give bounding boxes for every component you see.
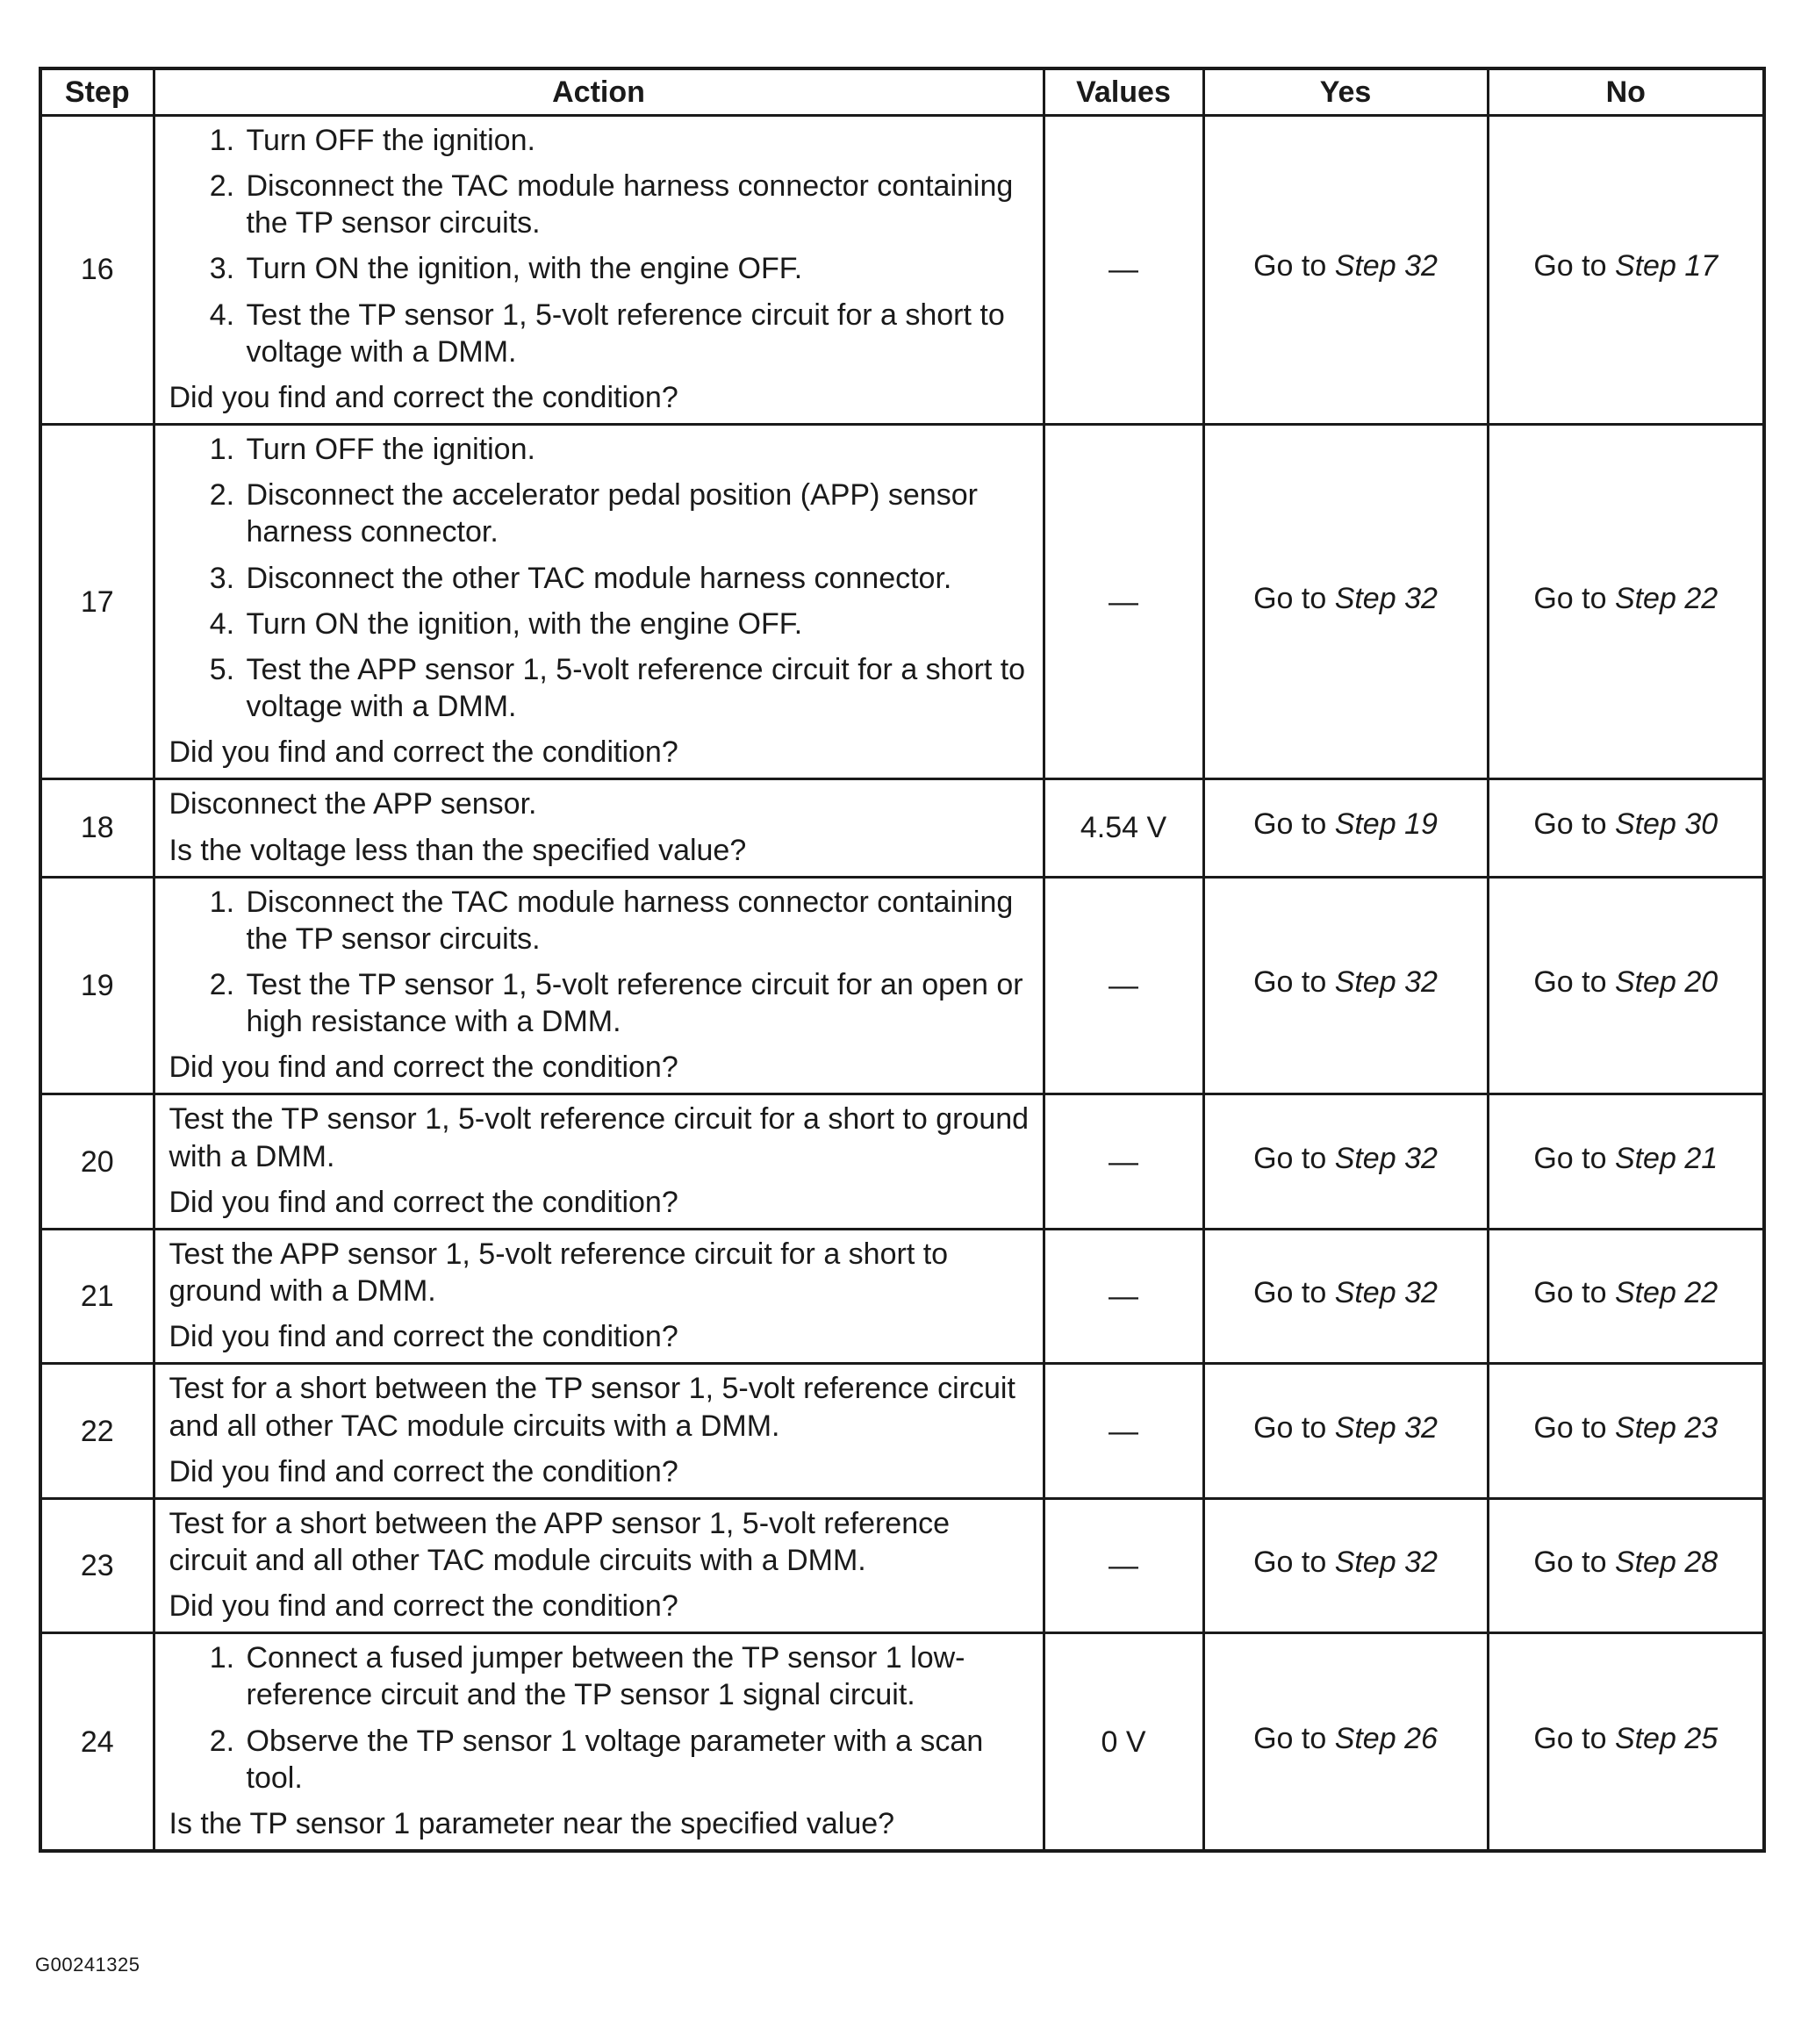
yes-cell (1203, 1229, 1488, 1363)
yes-goto-step-link: Step 32 (1334, 1141, 1438, 1175)
no-cell (1488, 425, 1764, 779)
action-text: Test for a short between the TP sensor 1, 5-volt reference circuit and all other TAC module circuits with a DMM. (169, 1372, 1015, 1443)
table-row (40, 1229, 1764, 1363)
yes-cell (1203, 1094, 1488, 1229)
yes-cell (1203, 1633, 1488, 1851)
value-cell: — (1044, 1094, 1203, 1229)
action-steps-list (169, 431, 1030, 725)
value-cell: — (1044, 877, 1203, 1094)
no-cell (1488, 779, 1764, 877)
table-row (40, 1094, 1764, 1229)
diagnostic-table-container (39, 67, 1762, 1853)
yes-goto-step-link: Step 32 (1334, 965, 1438, 999)
no-goto-prefix: Go to (1533, 1546, 1615, 1579)
no-goto-step-link: Step 21 (1614, 1141, 1718, 1175)
table-body (40, 116, 1764, 1852)
header-yes: Yes (1203, 68, 1488, 116)
step-number: 19 (40, 877, 154, 1094)
action-cell (154, 1364, 1044, 1498)
action-step-item: 3. Disconnect the other TAC module harness connector. (243, 560, 1030, 597)
action-cell (154, 1094, 1044, 1229)
action-question: Did you find and correct the condition? (169, 1185, 678, 1219)
action-cell (154, 877, 1044, 1094)
action-step-item: 2. Observe the TP sensor 1 voltage parameter with a scan tool. (243, 1723, 1030, 1797)
no-goto-prefix: Go to (1533, 249, 1615, 283)
yes-goto-prefix: Go to (1253, 1721, 1335, 1755)
no-goto-step-link: Step 17 (1614, 249, 1718, 283)
action-cell (154, 116, 1044, 425)
action-question: Is the TP sensor 1 parameter near the specified value? (169, 1806, 895, 1840)
step-number: 17 (40, 425, 154, 779)
yes-goto-step-link: Step 32 (1334, 581, 1438, 615)
action-question: Did you find and correct the condition? (169, 1454, 678, 1488)
action-step-item: 4. Turn ON the ignition, with the engine OFF. (243, 606, 1030, 642)
action-question: Did you find and correct the condition? (169, 1051, 678, 1085)
action-step-item: 2. Disconnect the TAC module harness connector containing the TP sensor circuits. (243, 168, 1030, 241)
no-cell (1488, 1229, 1764, 1363)
step-number: 21 (40, 1229, 154, 1363)
table-row (40, 1364, 1764, 1498)
header-row (40, 68, 1764, 116)
no-cell (1488, 1094, 1764, 1229)
no-goto-prefix: Go to (1533, 807, 1615, 842)
no-cell (1488, 116, 1764, 425)
yes-cell (1203, 877, 1488, 1094)
action-text: Test the TP sensor 1, 5-volt reference circuit for a short to ground with a DMM. (169, 1102, 1030, 1173)
table-row (40, 1633, 1764, 1851)
value-cell: 0 V (1044, 1633, 1203, 1851)
no-goto-step-link: Step 25 (1614, 1721, 1718, 1755)
yes-goto-prefix: Go to (1253, 1546, 1335, 1579)
figure-id: G00241325 (35, 1954, 140, 1976)
yes-cell (1203, 779, 1488, 877)
yes-goto-step-link: Step 32 (1334, 249, 1438, 283)
yes-cell (1203, 1498, 1488, 1632)
action-step-item: 1. Turn OFF the ignition. (243, 431, 1030, 468)
yes-goto-prefix: Go to (1253, 807, 1335, 842)
action-step-item: 5. Test the APP sensor 1, 5-volt reference circuit for a short to voltage with a DMM. (243, 651, 1030, 725)
no-goto-step-link: Step 30 (1614, 807, 1718, 842)
table-row (40, 116, 1764, 425)
action-step-item: 2. Test the TP sensor 1, 5-volt reference circuit for an open or high resistance with a DMM. (243, 966, 1030, 1040)
yes-goto-step-link: Step 26 (1334, 1721, 1438, 1755)
yes-goto-step-link: Step 19 (1334, 807, 1438, 842)
header-action: Action (154, 68, 1044, 116)
yes-goto-prefix: Go to (1253, 1141, 1335, 1175)
action-text: Test the APP sensor 1, 5-volt reference circuit for a short to ground with a DMM. (169, 1237, 949, 1309)
table-header (40, 68, 1764, 116)
no-goto-prefix: Go to (1533, 581, 1615, 615)
no-goto-prefix: Go to (1533, 1721, 1615, 1755)
action-steps-list (169, 122, 1030, 370)
action-steps-list (169, 1639, 1030, 1797)
step-number: 23 (40, 1498, 154, 1632)
action-cell (154, 1229, 1044, 1363)
value-cell: — (1044, 1229, 1203, 1363)
step-number: 22 (40, 1364, 154, 1498)
table-row (40, 779, 1764, 877)
yes-goto-prefix: Go to (1253, 965, 1335, 999)
action-step-item: 1. Connect a fused jumper between the TP sensor 1 low-reference circuit and the TP sensor 1 signal circuit. (243, 1639, 1030, 1713)
action-step-item: 4. Test the TP sensor 1, 5-volt reference circuit for a short to voltage with a DMM. (243, 297, 1030, 370)
header-step: Step (40, 68, 154, 116)
value-cell: — (1044, 116, 1203, 425)
action-question: Is the voltage less than the specified value? (169, 833, 747, 867)
step-number: 24 (40, 1633, 154, 1851)
action-question: Did you find and correct the condition? (169, 735, 678, 770)
header-values: Values (1044, 68, 1203, 116)
value-cell: 4.54 V (1044, 779, 1203, 877)
no-cell (1488, 1633, 1764, 1851)
value-cell: — (1044, 1498, 1203, 1632)
no-goto-step-link: Step 23 (1614, 1410, 1718, 1445)
action-step-item: 1. Turn OFF the ignition. (243, 122, 1030, 159)
no-goto-prefix: Go to (1533, 1276, 1615, 1310)
action-step-item: 1. Disconnect the TAC module harness connector containing the TP sensor circuits. (243, 884, 1030, 957)
yes-goto-prefix: Go to (1253, 1276, 1335, 1310)
action-step-item: 3. Turn ON the ignition, with the engine OFF. (243, 250, 1030, 287)
table-row (40, 425, 1764, 779)
step-number: 20 (40, 1094, 154, 1229)
action-cell (154, 1498, 1044, 1632)
no-goto-prefix: Go to (1533, 1410, 1615, 1445)
table-row (40, 1498, 1764, 1632)
value-cell: — (1044, 425, 1203, 779)
table-row (40, 877, 1764, 1094)
yes-cell (1203, 1364, 1488, 1498)
action-steps-list (169, 884, 1030, 1041)
yes-cell (1203, 116, 1488, 425)
no-goto-prefix: Go to (1533, 965, 1615, 999)
action-cell (154, 779, 1044, 877)
step-number: 16 (40, 116, 154, 425)
yes-cell (1203, 425, 1488, 779)
no-cell (1488, 1364, 1764, 1498)
action-step-item: 2. Disconnect the accelerator pedal position (APP) sensor harness connector. (243, 477, 1030, 550)
value-cell: — (1044, 1364, 1203, 1498)
yes-goto-step-link: Step 32 (1334, 1276, 1438, 1310)
no-cell (1488, 877, 1764, 1094)
action-cell (154, 1633, 1044, 1851)
no-cell (1488, 1498, 1764, 1632)
no-goto-prefix: Go to (1533, 1141, 1615, 1175)
action-question: Did you find and correct the condition? (169, 380, 678, 414)
header-no: No (1488, 68, 1764, 116)
no-goto-step-link: Step 22 (1614, 581, 1718, 615)
yes-goto-prefix: Go to (1253, 249, 1335, 283)
no-goto-step-link: Step 28 (1614, 1546, 1718, 1579)
action-text: Test for a short between the APP sensor 1, 5-volt reference circuit and all other TAC module circuits with a DMM. (169, 1506, 951, 1577)
action-text: Disconnect the APP sensor. (169, 787, 537, 821)
no-goto-step-link: Step 20 (1614, 965, 1718, 999)
action-question: Did you find and correct the condition? (169, 1589, 678, 1624)
action-question: Did you find and correct the condition? (169, 1320, 678, 1354)
yes-goto-step-link: Step 32 (1334, 1410, 1438, 1445)
yes-goto-step-link: Step 32 (1334, 1546, 1438, 1579)
yes-goto-prefix: Go to (1253, 1410, 1335, 1445)
no-goto-step-link: Step 22 (1614, 1276, 1718, 1310)
diagnostic-table (39, 67, 1766, 1853)
yes-goto-prefix: Go to (1253, 581, 1335, 615)
action-cell (154, 425, 1044, 779)
step-number: 18 (40, 779, 154, 877)
